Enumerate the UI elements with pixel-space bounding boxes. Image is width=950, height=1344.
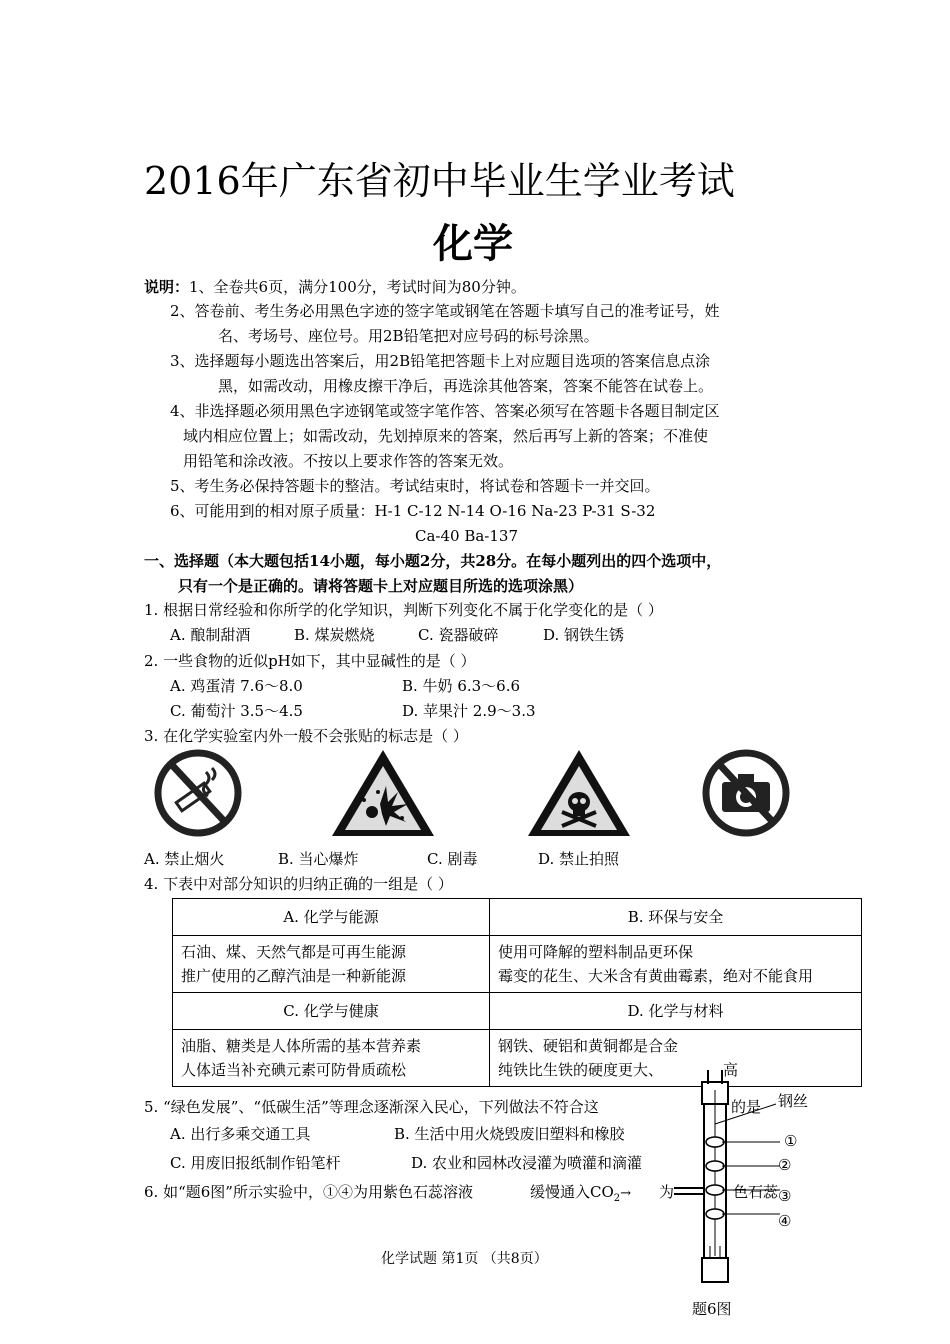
no-photography-sign-icon	[698, 748, 794, 838]
figure6-mark-4: ④	[778, 1212, 792, 1230]
q2-option-b: B. 牛奶 6.3～6.6	[402, 677, 521, 695]
q1-option-a: A. 酿制甜酒	[170, 626, 251, 644]
instructions-line-5: 黑，如需改动，用橡皮擦干净后，再选涂其他答案，答案不能答在试卷上。	[218, 377, 714, 395]
instructions-line-7: 域内相应位置上；如需改动，先划掉原来的答案，然后再写上新的答案；不准使	[183, 427, 709, 445]
instructions-lead: 说明：	[144, 278, 190, 296]
figure6-mark-1: ①	[784, 1132, 798, 1150]
instructions-line-4: 3、选择题每小题选出答案后，用2B铅笔把答题卡上对应题目选项的答案信息点涂	[170, 352, 711, 370]
figure6-mark-2: ②	[778, 1156, 792, 1174]
table-header-b: B. 环保与安全	[490, 899, 862, 936]
q2-option-d: D. 苹果汁 2.9～3.3	[402, 702, 536, 720]
q5-option-b: B. 生活中用火烧毁废旧塑料和橡胶	[394, 1125, 625, 1143]
table-cell-b: 使用可降解的塑料制品更环保 霉变的花生、大米含有黄曲霉素，绝对不能食用	[490, 936, 862, 993]
q3-option-c: C. 剧毒	[427, 850, 478, 868]
q2-option-a: A. 鸡蛋清 7.6～8.0	[170, 677, 303, 695]
table-header-a: A. 化学与能源	[173, 899, 490, 936]
q4-stem: 4. 下表中对部分知识的归纳正确的一组是（ ）	[144, 875, 453, 893]
q5-option-d: D. 农业和园林改浸灌为喷灌和滴灌	[411, 1154, 643, 1172]
q6-stem-end: 色石蕊	[733, 1183, 779, 1201]
no-smoking-sign-icon	[150, 748, 246, 838]
instructions-line-9: 5、考生务必保持答题卡的整洁。考试结束时，将试卷和答题卡一并交回。	[170, 477, 660, 495]
figure6-mark-3: ③	[778, 1187, 792, 1205]
q1-stem: 1. 根据日常经验和你所学的化学知识，判断下列变化不属于化学变化的是（ ）	[144, 601, 663, 619]
q5-option-a: A. 出行多乘交通工具	[170, 1125, 311, 1143]
q2-option-c: C. 葡萄汁 3.5～4.5	[170, 702, 303, 720]
q6-stem-mid: 缓慢通入$CO_2\to$	[530, 1183, 632, 1204]
instructions-line-1: 说明：1、全卷共6页，满分100分，考试时间为80分钟。	[144, 278, 526, 296]
q5-option-c: C. 用废旧报纸制作铅笔杆	[170, 1154, 341, 1172]
q1-option-d: D. 钢铁生锈	[543, 626, 625, 644]
table-header-d: D. 化学与材料	[490, 993, 862, 1030]
instructions-line-10: 6、可能用到的相对原子质量：H-1 C-12 N-14 O-16 Na-23 P-31 S-32	[170, 502, 656, 520]
table-cell-a: 石油、煤、天然气都是可再生能源 推广使用的乙醇汽油是一种新能源	[173, 936, 490, 993]
q2-stem: 2. 一些食物的近似pH如下，其中显碱性的是（ ）	[144, 652, 476, 670]
exam-title: 2016年广东省初中毕业生学业考试	[144, 159, 735, 203]
q3-stem: 3. 在化学实验室内外一般不会张贴的标志是（ ）	[144, 727, 468, 745]
q1-option-b: B. 煤炭燃烧	[294, 626, 375, 644]
table-header-c: C. 化学与健康	[173, 993, 490, 1030]
table-cell-c: 油脂、糖类是人体所需的基本营养素 人体适当补充碘元素可防骨质疏松	[173, 1030, 490, 1087]
instructions-line-2: 2、答卷前、考生务必用黑色字迹的签字笔或钢笔在答题卡填写自己的准考证号，姓	[170, 302, 720, 320]
instructions-line-8: 用铅笔和涂改液。不按以上要求作答的答案无效。	[183, 452, 514, 470]
instructions-line-6: 4、非选择题必须用黑色字迹钢笔或签字笔作答、答案必须写在答题卡各题目制定区	[170, 402, 720, 420]
q3-option-b: B. 当心爆炸	[278, 850, 359, 868]
table-cell-d: 钢铁、硬铝和黄铜都是合金 纯铁比生铁的硬度更大、 高	[490, 1030, 862, 1087]
q3-option-a: A. 禁止烟火	[144, 850, 225, 868]
q1-option-c: C. 瓷器破碎	[418, 626, 499, 644]
toxic-warning-sign-icon	[524, 746, 634, 840]
section1-heading: 一、选择题（本大题包括14小题，每小题2分，共28分。在每小题列出的四个选项中，	[144, 552, 722, 570]
figure6-wire-label: 钢丝	[778, 1092, 809, 1110]
q6-stem: 6. 如“题6图”所示实验中，①④为用紫色石蕊溶液	[144, 1183, 473, 1201]
q5-stem: 5. “绿色发展”、“低碳生活”等理念逐渐深入民心，下列做法不符合这	[144, 1098, 599, 1116]
page-footer: 化学试题 第1页 （共8页）	[381, 1251, 548, 1267]
subject-title: 化学	[433, 220, 513, 267]
section1-heading-2: 只有一个是正确的。请将答题卡上对应题目所选的选项涂黑）	[178, 577, 584, 595]
instructions-line-3: 名、考场号、座位号。用2B铅笔把对应号码的标号涂黑。	[218, 327, 599, 345]
instructions-line-11: Ca-40 Ba-137	[415, 527, 519, 545]
q3-option-d: D. 禁止拍照	[538, 850, 620, 868]
figure6-caption: 题6图	[692, 1300, 732, 1318]
q5-stem-tail: 的是	[731, 1098, 762, 1116]
explosion-warning-sign-icon	[328, 746, 438, 840]
q6-stem-tail: 为	[659, 1183, 675, 1201]
